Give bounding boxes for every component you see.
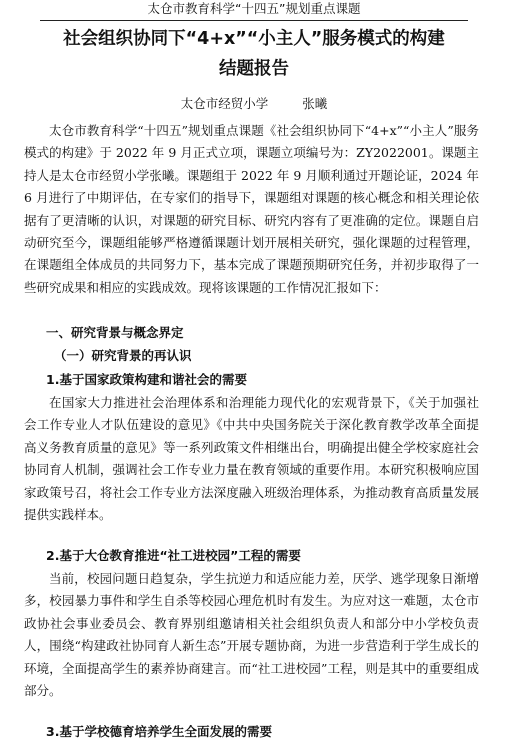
subsection-heading: （一）研究背景的再认识: [54, 348, 192, 363]
byline-author: 张曦: [302, 96, 328, 111]
campus-paragraph: 当前，校园问题日趋复杂，学生抗逆力和适应能力差，厌学、逃学现象日渐增多，校园暴力事件和学生自杀等校园心理危机时有发生。为应对这一难题，太仓市政协社会事业委员会、教育界别组邀请相关社会组织负责人和部分中小学校负责人，围绕“构建政社协同育人新生态”开展专题协商，为进一步营造利于学生成长的环境，全面提高学生的素养协商建言。而“社工进校园”工程，则是其中的重要组成部分。: [24, 571, 479, 699]
report-title-line-2: 结题报告: [219, 59, 289, 79]
policy-paragraph: 在国家大力推进社会治理体系和治理能力现代化的宏观背景下，《关于加强社会工作专业人才队伍建设的意见》《中共中央国务院关于深化教育教学改革全面提高义务教育质量的意见》等一系列政策文件相继出台，明确提出健全学校家庭社会协同育人机制，强调社会工作专业力量在教育领域的重要作用。本研究积极响应国家政策号召，将社会工作专业方法深度融入班级治理体系，为推动教育高质量发展提供实践样本。: [24, 395, 479, 523]
byline-school: 太仓市经贸小学: [180, 96, 269, 111]
point-heading-3: 3.基于学校德育培养学生全面发展的需要: [46, 724, 272, 739]
section-heading: 一、研究背景与概念界定: [46, 325, 184, 340]
header-rule: [40, 20, 468, 21]
point-heading-2: 2.基于大仓教育推进“社工进校园”工程的需要: [46, 548, 301, 563]
running-header: 太仓市教育科学“十四五”规划重点课题: [147, 1, 361, 16]
report-title-line-1: 社会组织协同下“4+x”“小主人”服务模式的构建: [63, 29, 445, 49]
byline: [0, 94, 508, 112]
point-heading-1: 1.基于国家政策构建和谐社会的需要: [46, 372, 247, 387]
intro-paragraph: 太仓市教育科学“十四五”规划重点课题《社会组织协同下“4+x”“小主人”服务模式的构建》于 2022 年 9 月正式立项，课题立项编号为：ZY2022001。课题主持人是太仓市经贸小学张曦。课题组于 2022 年 9 月顺利通过开题论证，2024 年 6 月进行了中期评估，在专家们的指导下，课题组对课题的核心概念和相关理论依据有了更清晰的认识，对课题的研究目标、研究内容有了更准确的定位。课题自启动研究至今，课题组能够严格遵循课题计划开展相关研究，强化课题的过程管理，在课题组全体成员的共同努力下，基本完成了课题预期研究任务，并初步取得了一些研究成果和相应的实践成效。现将该课题的工作情况汇报如下：: [24, 123, 479, 295]
